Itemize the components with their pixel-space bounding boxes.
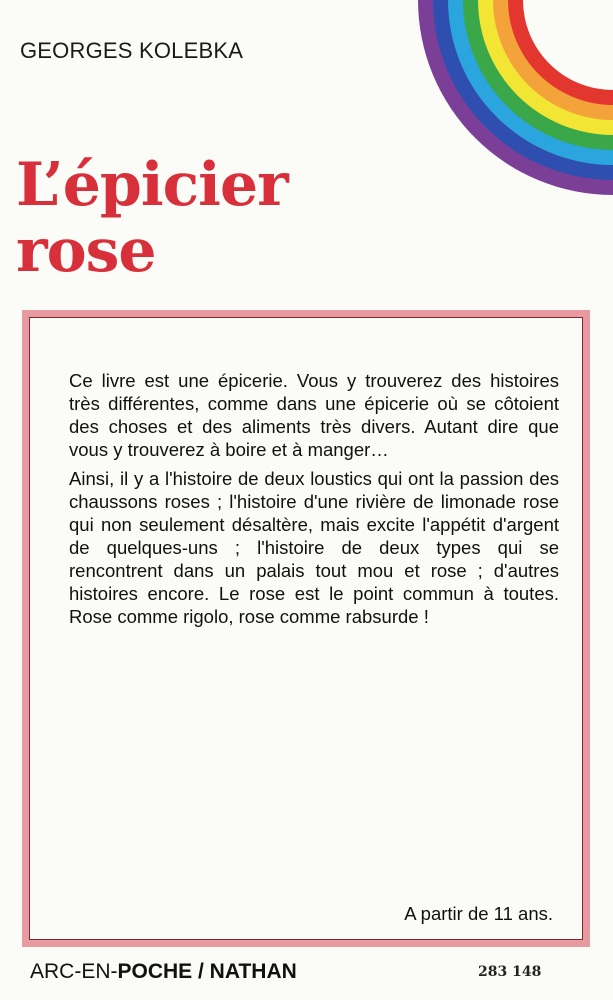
book-title (16, 152, 288, 284)
author-name: GEORGES KOLEBKA (20, 38, 244, 63)
blurb-paragraph-1: Ce livre est une épicerie. Vous y trouverez des histoires très différentes, comme dans une épicerie où se côtoient des choses et des aliments très divers. Autant dire que vous y trouverez à boire et à manger… (69, 370, 559, 460)
blurb-frame (22, 310, 590, 947)
book-title-line1: L’épicier (16, 150, 288, 220)
publisher-series: ARC-EN- (30, 960, 118, 983)
blurb-paragraph-2: Ainsi, il y a l'histoire de deux loustics qui ont la passion des chaussons roses ; l'histoire d'une rivière de limonade rose qui non seulement désaltère, mais excite l'appétit d'argent de quelques-uns ; l'histoire de deux types qui se rencontrent dans un palais tout mou et rose ; d'autres histoires encore. Le rose est le point commun à toutes. Rose comme rigolo, rose comme rabsurde ! (69, 468, 559, 627)
age-recommendation: A partir de 11 ans. (404, 903, 553, 924)
catalog-code: 283 148 (478, 964, 542, 980)
rainbow-arcs (418, 0, 613, 195)
publisher-name: POCHE / NATHAN (117, 960, 297, 983)
blurb-text (69, 369, 559, 634)
book-title-line2: rose (16, 216, 156, 286)
publisher-line (30, 960, 297, 984)
